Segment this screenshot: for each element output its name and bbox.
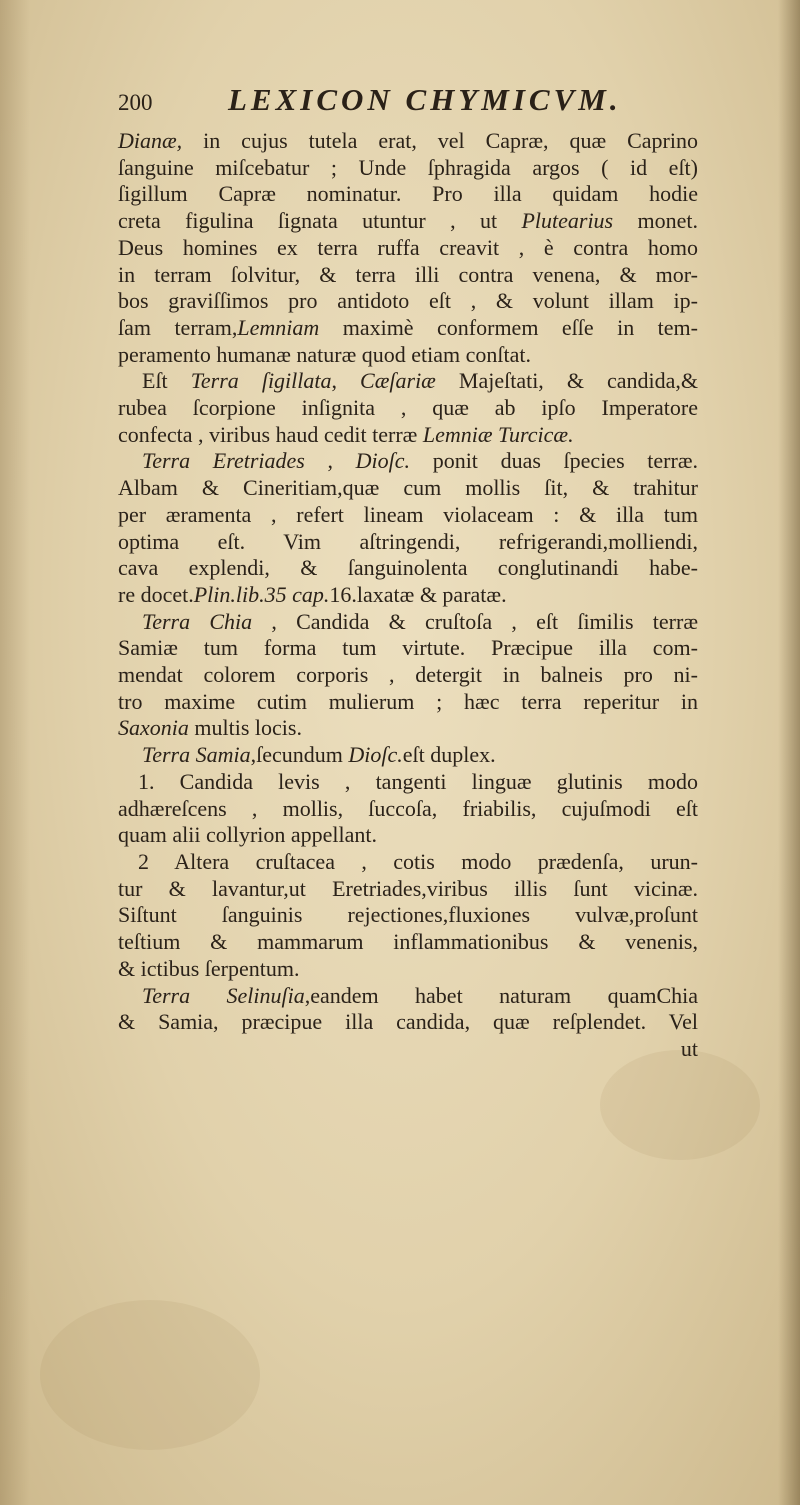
text-segment: , (331, 368, 361, 394)
text-line (118, 742, 698, 769)
body-text (118, 128, 698, 1063)
text-segment: monet. (613, 208, 698, 234)
catchword: ut (680, 1035, 698, 1061)
text-line (118, 155, 698, 182)
text-segment: cava explendi, & ſanguinolenta conglutinandi habe- (118, 555, 698, 581)
text-segment: Albam & Cineritiam,quæ cum mollis ſit, & trahitur (118, 475, 698, 501)
text-segment: Siſtunt ſanguinis rejectiones,fluxiones vulvæ,proſunt (118, 902, 698, 928)
italic-text: Terra ſigillata (190, 368, 332, 394)
text-segment: & Samia, præcipue illa candida, quæ reſplendet. Vel (118, 1009, 698, 1035)
text-line (118, 822, 698, 849)
text-segment: in cujus tutela erat, vel Capræ, quæ Caprino (182, 128, 698, 153)
text-line (118, 609, 698, 636)
text-line (118, 315, 698, 342)
text-line (118, 208, 698, 235)
text-segment: rubea ſcorpione inſignita , quæ ab ipſo Imperatore (118, 395, 698, 421)
text-segment: adhæreſcens , mollis, ſuccoſa, friabilis, cujuſmodi eſt (118, 795, 698, 821)
text-line (118, 956, 698, 983)
text-line (118, 1009, 698, 1036)
italic-text: Saxonia (118, 715, 189, 741)
text-segment: optima eſt. Vim aſtringendi, refrigerandi,molliendi, (118, 528, 698, 554)
text-line (118, 529, 698, 556)
text-segment: in terram ſolvitur, & terra illi contra venena, & mor- (118, 261, 698, 287)
italic-text: Lemniam (237, 314, 320, 340)
text-line (118, 715, 698, 742)
text-line (118, 128, 698, 155)
italic-text: Terra Samia (142, 742, 251, 768)
text-segment: Samiæ tum forma tum virtute. Præcipue illa com- (118, 635, 698, 661)
text-segment: 16.laxatæ & paratæ. (329, 581, 507, 607)
italic-text: Dioſc. (348, 742, 403, 768)
text-segment: teſtium & mammarum inflammationibus & venenis, (118, 929, 698, 955)
text-segment: ſigillum Capræ nominatur. Pro illa quidam hodie (118, 181, 698, 207)
text-line (118, 181, 698, 208)
italic-text: Cæſariæ (360, 368, 436, 394)
text-segment: ,eandem habet naturam quamChia (304, 982, 698, 1008)
text-segment: 1. Candida levis , tangenti linguæ glutinis modo (138, 768, 698, 794)
text-line (118, 929, 698, 956)
page-header (118, 82, 678, 122)
text-segment: tur & lavantur,ut Eretriades,viribus illis ſunt vicinæ. (118, 875, 698, 901)
text-line (118, 448, 698, 475)
running-title: LEXICON CHYMICVM. (228, 82, 622, 117)
text-line (118, 395, 698, 422)
text-line (118, 902, 698, 929)
text-line (118, 235, 698, 262)
text-line (118, 288, 698, 315)
text-segment: & ictibus ſerpentum. (118, 955, 300, 981)
text-line (118, 475, 698, 502)
gutter-shadow (0, 0, 30, 1505)
text-line (118, 582, 698, 609)
text-segment: multis locis. (188, 715, 302, 741)
text-segment: tro maxime cutim mulierum ; hæc terra reperitur in (118, 688, 698, 714)
text-segment: quam alii collyrion appellant. (118, 822, 378, 848)
italic-text: Terra Selinuſia (142, 982, 305, 1008)
text-line (118, 342, 698, 369)
text-segment: creta figulina ſignata utuntur , ut (118, 208, 522, 234)
text-segment: ,ſecundum (250, 742, 349, 768)
text-segment: , Candida & cruſtoſa , eſt ſimilis terræ (252, 608, 698, 634)
text-segment: peramento humanæ naturæ quod etiam conſtat. (118, 341, 532, 367)
text-segment: maximè conformem eſſe in tem- (319, 314, 698, 340)
text-line (118, 422, 698, 449)
text-line (118, 689, 698, 716)
italic-text: Terra Eretriades (142, 448, 305, 474)
text-segment: ſam terram, (118, 314, 238, 340)
italic-text: Plutearius (521, 208, 614, 234)
text-segment: bos graviſſimos pro antidoto eſt , & volunt illam ip- (118, 288, 698, 314)
text-line (118, 635, 698, 662)
text-segment: per æramenta , refert lineam violaceam : & illa tum (118, 501, 698, 527)
text-line (118, 502, 698, 529)
italic-text: Lemniæ Turcicæ. (422, 421, 574, 447)
italic-text: Dianæ, (118, 128, 183, 153)
text-segment: mendat colorem corporis , detergit in balneis pro ni- (118, 662, 698, 688)
text-segment: ſanguine miſcebatur ; Unde ſphragida argos ( id eſt) (118, 154, 698, 180)
paper-stain (40, 1300, 260, 1450)
text-segment: , (304, 448, 356, 474)
text-segment: ponit duas ſpecies terræ. (410, 448, 698, 474)
text-line (118, 262, 698, 289)
text-segment: eſt duplex. (402, 742, 496, 768)
text-line (118, 849, 698, 876)
italic-text: Terra Chia (142, 608, 253, 634)
text-line (118, 769, 698, 796)
text-segment: 2 Altera cruſtacea , cotis modo prædenſa, urun- (138, 848, 698, 874)
text-segment: Majeſtati, & candida,& (435, 368, 698, 394)
text-line (118, 662, 698, 689)
text-line (118, 368, 698, 395)
italic-text: Plin.lib.35 cap. (193, 581, 330, 607)
page-number: 200 (118, 90, 153, 115)
text-line (118, 796, 698, 823)
italic-text: Dioſc. (355, 448, 411, 474)
text-line (118, 555, 698, 582)
paper-stain (600, 1050, 760, 1160)
text-line (118, 983, 698, 1010)
page-edge-shadow (778, 0, 800, 1505)
text-segment: re docet. (118, 581, 194, 607)
text-segment: confecta , viribus haud cedit terræ (118, 421, 423, 447)
text-segment: Eſt (142, 368, 191, 394)
text-line (118, 876, 698, 903)
text-segment: Deus homines ex terra ruffa creavit , è contra homo (118, 234, 698, 260)
